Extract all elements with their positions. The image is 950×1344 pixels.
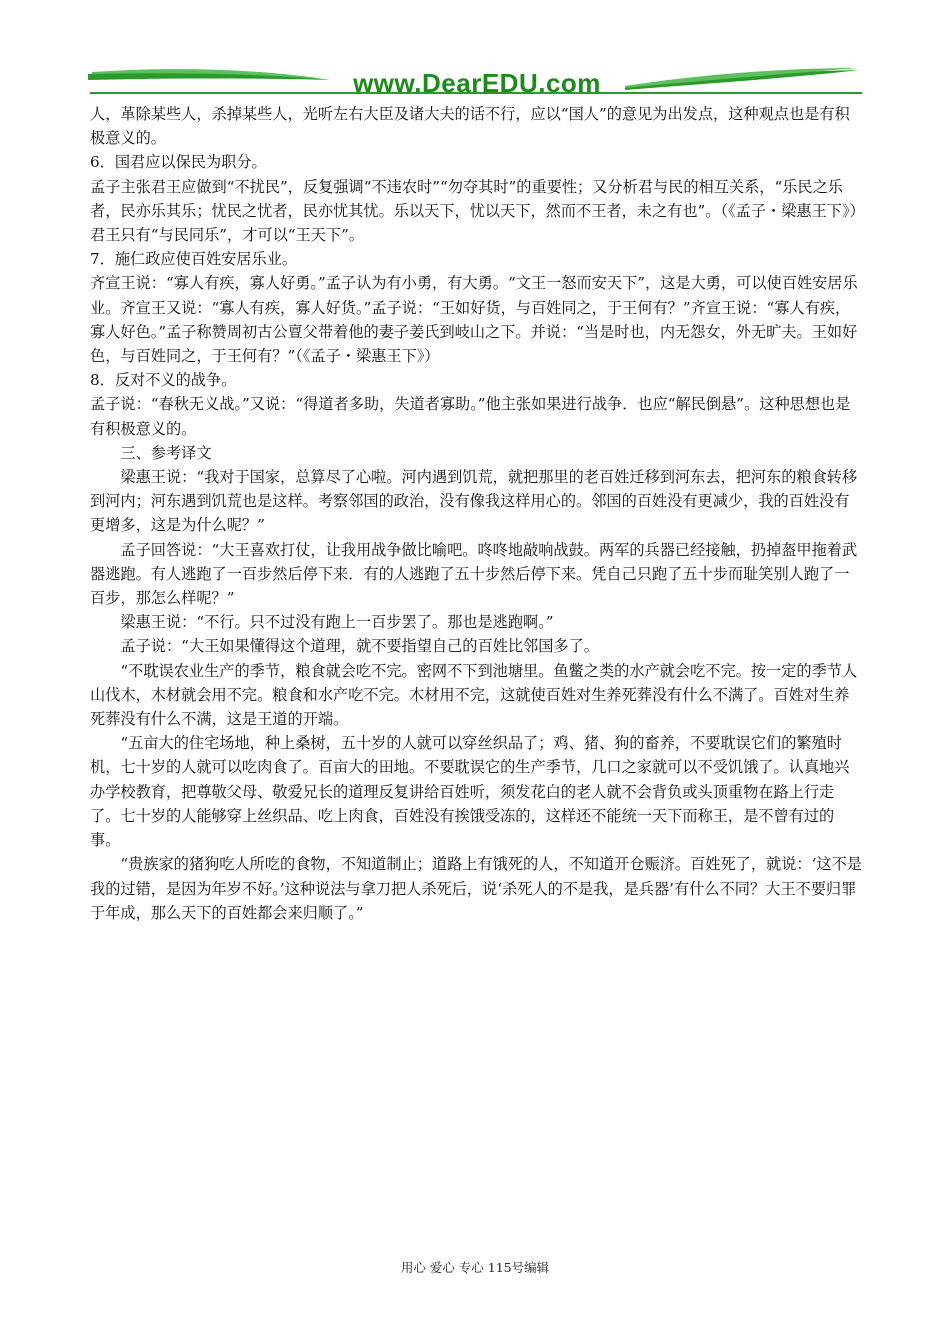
paragraph: “不耽误农业生产的季节，粮食就会吃不完。密网不下到池塘里。鱼鳖之类的水产就会吃不完。按一定的季节人山伐木，木材就会用不完。粮食和水产吃不完。木材用不完，这就使百姓对生养死葬没有什么不满了。百姓对生养死葬没有什么不满，这是王道的开端。 <box>90 661 858 729</box>
paragraph: 孟子说：“大王如果懂得这个道理，就不要指望自己的百姓比邻国多了。 <box>120 637 599 656</box>
page-footer: 用心 爱心 专心 115号编辑 <box>400 1260 550 1275</box>
section-heading-translation: 三、参考译文 <box>120 443 212 462</box>
paragraph: “五亩大的住宅场地，种上桑树，五十岁的人就可以穿丝织品了；鸡、猪、狗的畜养，不要耽误它们的繁殖时机，七十岁的人就可以吃肉食了。百亩大的田地。不要耽误它的生产季节，几口之家就可以不受饥饿了。认真地兴办学校教育，把尊敬父母、敬爱兄长的道理反复讲给百姓听，须发花白的老人就不会背负或头顶重物在路上行走了。七十岁的人能够穿上丝织品、吃上肉食，百姓没有挨饿受冻的，这样还不能统一天下而称王，是不曾有过的事。 <box>90 734 850 850</box>
paragraph: “贵族家的猪狗吃人所吃的食物，不知道制止；道路上有饿死的人，不知道开仓赈济。百姓死了，就说：‘这不是我的过错，是因为年岁不好。’这种说法与拿刀把人杀死后，说‘杀死人的不是我，是兵器’有什么不同？大王不要归罪于年成，那么天下的百姓都会来归顺了。” <box>90 855 862 922</box>
page-header <box>0 0 950 100</box>
section-heading-7: 7．施仁政应使百姓安居乐业。 <box>90 250 298 269</box>
section-heading-6: 6．国君应以保民为职分。 <box>90 153 267 172</box>
paragraph: 孟子回答说：“大王喜欢打仗，让我用战争做比喻吧。咚咚地敲响战鼓。两军的兵器已经接触，扔掉盔甲拖着武器逃跑。有人逃跑了一百步然后停下来．有的人逃跑了五十步然后停下来。凭自己只跑了五十步而耻笑别人跑了一百步，那怎么样呢？” <box>90 540 858 608</box>
paragraph: 齐宣王说：“寡人有疾，寡人好勇。”孟子认为有小勇，有大勇。“文王一怒而安天下”，这是大勇，可以使百姓安居乐业。齐宣王又说：“寡人有疾，寡人好货。”孟子说：“王如好货，与百姓同之，于王何有？”齐宣王说：“寡人有疾，寡人好色。”孟子称赞周初古公亶父带着他的妻子姜氏到岐山之下。并说：“当是时也，内无怨女，外无旷夫。王如好色，与百姓同之，于王何有？”（《孟子・梁惠王下》） <box>90 274 858 366</box>
paragraph: 人，革除某些人，杀掉某些人，光听左右大臣及诸大夫的话不行，应以“国人”的意见为出发点，这种观点也是有积极意义的。 <box>90 105 850 148</box>
paragraph: 梁惠王说：“我对于国家，总算尽了心啦。河内遇到饥荒，就把那里的老百姓迁移到河东去，把河东的粮食转移到河内；河东遇到饥荒也是这样。考察邻国的政治，没有像我这样用心的。邻国的百姓没有更减少，我的百姓没有更增多，这是为什么呢？” <box>90 468 858 535</box>
site-logo-text: www.DearEDU.com <box>353 68 601 98</box>
paragraph: 孟子主张君王应做到“不扰民”，反复强调“不违农时”“勿夺其时”的重要性；又分析君与民的相互关系，“乐民之乐者，民亦乐其乐；忧民之忧者，民亦忧其忧。乐以天下，忧以天下，然而不王者，未之有也”。（《孟子・梁惠王下》）君王只有“与民同乐”，才可以“王天下”。 <box>90 177 858 245</box>
section-heading-8: 8．反对不义的战争。 <box>90 371 237 390</box>
document-body <box>90 102 862 925</box>
paragraph: 孟子说：“春秋无义战。”又说：“得道者多助，失道者寡助。”他主张如果进行战争．也应“解民倒悬”。这种思想也是有积极意义的。 <box>90 395 851 438</box>
paragraph: 梁惠王说：“不行。只不过没有跑上一百步罢了。那也是逃跑啊。” <box>120 613 554 632</box>
